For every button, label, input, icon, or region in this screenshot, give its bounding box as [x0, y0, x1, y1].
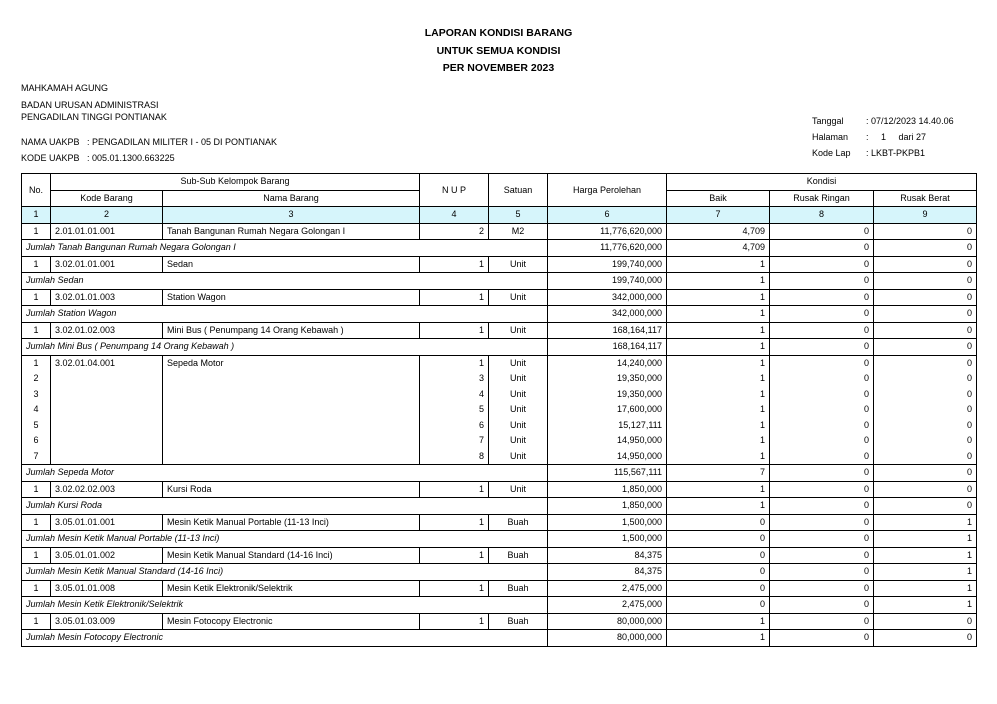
header-baik: Baik: [667, 190, 770, 207]
header-satuan: Satuan: [489, 174, 548, 207]
header-no: No.: [22, 174, 51, 207]
header-rusak-berat: Rusak Berat: [874, 190, 977, 207]
item-group: [22, 613, 977, 646]
table-row: 1 3.05.01.01.002 Mesin Ketik Manual Standard (14-16 Inci) 1 Buah 84,375 0 0 1: [22, 547, 977, 564]
table-row: 1 3.02.01.01.003 Station Wagon 1 Unit 342,000,000 1 0 0: [22, 289, 977, 306]
table-row: 1 3.02.01.04.001 Sepeda Motor 1 Unit 14,240,000 1 0 0: [22, 355, 977, 371]
table-row: 6 7 Unit 14,950,000 1 0 0: [22, 433, 977, 449]
table-row: 1 3.05.01.01.008 Mesin Ketik Elektronik/Selektrik 1 Buah 2,475,000 0 0 1: [22, 580, 977, 597]
item-group: [22, 580, 977, 613]
item-group: [22, 514, 977, 547]
condition-report-table: [21, 173, 977, 647]
col-index: 4: [420, 207, 489, 224]
header-kode-barang: Kode Barang: [51, 190, 163, 207]
table-row: 1 3.02.02.02.003 Kursi Roda 1 Unit 1,850,000 1 0 0: [22, 481, 977, 498]
table-row: 1 3.02.01.01.001 Sedan 1 Unit 199,740,000 1 0 0: [22, 256, 977, 273]
col-index: 2: [51, 207, 163, 224]
item-group: [22, 223, 977, 256]
item-group: [22, 481, 977, 514]
item-group: [22, 256, 977, 289]
subtotal-row: Jumlah Sepeda Motor 115,567,111 7 0 0: [22, 465, 977, 482]
uakpb-value: : PENGADILAN MILITER I - 05 DI PONTIANAK: [87, 137, 278, 147]
col-index: 9: [874, 207, 977, 224]
subtotal-row: Jumlah Mesin Ketik Elektronik/Selektrik 2,475,000 0 0 1: [22, 597, 977, 614]
table-row: 3 4 Unit 19,350,000 1 0 0: [22, 387, 977, 403]
kode-uakpb-value: : 005.01.1300.663225: [87, 153, 175, 163]
subtotal-row: Jumlah Mini Bus ( Penumpang 14 Orang Kebawah ) 168,164,117 1 0 0: [22, 339, 977, 356]
subtotal-row: Jumlah Mesin Fotocopy Electronic 80,000,000 1 0 0: [22, 630, 977, 647]
subtotal-row: Jumlah Mesin Ketik Manual Standard (14-16 Inci) 84,375 0 0 1: [22, 564, 977, 581]
item-group: [22, 355, 977, 481]
kode-lap-label: Kode Lap: [812, 148, 851, 158]
table-row: 2 3 Unit 19,350,000 1 0 0: [22, 371, 977, 387]
table-row: 1 3.05.01.01.001 Mesin Ketik Manual Portable (11-13 Inci) 1 Buah 1,500,000 0 0 1: [22, 514, 977, 531]
item-group: [22, 547, 977, 580]
tanggal-value: : 07/12/2023 14.40.06: [866, 116, 954, 126]
halaman-value: : 1 dari 27: [866, 132, 927, 142]
halaman-label: Halaman: [812, 132, 849, 142]
col-index: 1: [22, 207, 51, 224]
report-period: PER NOVEMBER 2023: [442, 62, 555, 74]
tanggal-label: Tanggal: [812, 116, 844, 126]
header-sub-group: Sub-Sub Kelompok Barang: [51, 174, 420, 191]
kode-lap-value: : LKBT-PKPB1: [866, 148, 926, 158]
uakpb-label: NAMA UAKPB: [21, 137, 80, 147]
subtotal-row: Jumlah Sedan 199,740,000 1 0 0: [22, 273, 977, 290]
subtotal-row: Jumlah Station Wagon 342,000,000 1 0 0: [22, 306, 977, 323]
table-row: 5 6 Unit 15,127,111 1 0 0: [22, 418, 977, 434]
column-index-row: [22, 207, 977, 224]
org-court: PENGADILAN TINGGI PONTIANAK: [21, 112, 167, 122]
table-row: 4 5 Unit 17,600,000 1 0 0: [22, 402, 977, 418]
col-index: 8: [770, 207, 874, 224]
col-index: 6: [548, 207, 667, 224]
table-row: 7 8 Unit 14,950,000 1 0 0: [22, 449, 977, 465]
col-index: 5: [489, 207, 548, 224]
table-row: 1 2.01.01.01.001 Tanah Bangunan Rumah Negara Golongan I 2 M2 11,776,620,000 4,709 0 0: [22, 223, 977, 240]
col-index: 7: [667, 207, 770, 224]
report-title: LAPORAN KONDISI BARANG: [424, 27, 573, 39]
report-subtitle: UNTUK SEMUA KONDISI: [436, 45, 561, 57]
subtotal-row: Jumlah Mesin Ketik Manual Portable (11-13 Inci) 1,500,000 0 0 1: [22, 531, 977, 548]
item-group: [22, 322, 977, 355]
subtotal-row: Jumlah Tanah Bangunan Rumah Negara Golongan I 11,776,620,000 4,709 0 0: [22, 240, 977, 257]
header-nup: N U P: [420, 174, 489, 207]
header-rusak-ringan: Rusak Ringan: [770, 190, 874, 207]
kode-uakpb-label: KODE UAKPB: [21, 153, 80, 163]
header-nama-barang: Nama Barang: [163, 190, 420, 207]
header-harga: Harga Perolehan: [548, 174, 667, 207]
col-index: 3: [163, 207, 420, 224]
org-name: MAHKAMAH AGUNG: [21, 83, 109, 93]
table-row: 1 3.05.01.03.009 Mesin Fotocopy Electronic 1 Buah 80,000,000 1 0 0: [22, 613, 977, 630]
org-unit: BADAN URUSAN ADMINISTRASI: [21, 100, 159, 110]
header-kondisi: Kondisi: [667, 174, 977, 191]
item-group: [22, 289, 977, 322]
subtotal-row: Jumlah Kursi Roda 1,850,000 1 0 0: [22, 498, 977, 515]
table-row: 1 3.02.01.02.003 Mini Bus ( Penumpang 14 Orang Kebawah ) 1 Unit 168,164,117 1 0 0: [22, 322, 977, 339]
